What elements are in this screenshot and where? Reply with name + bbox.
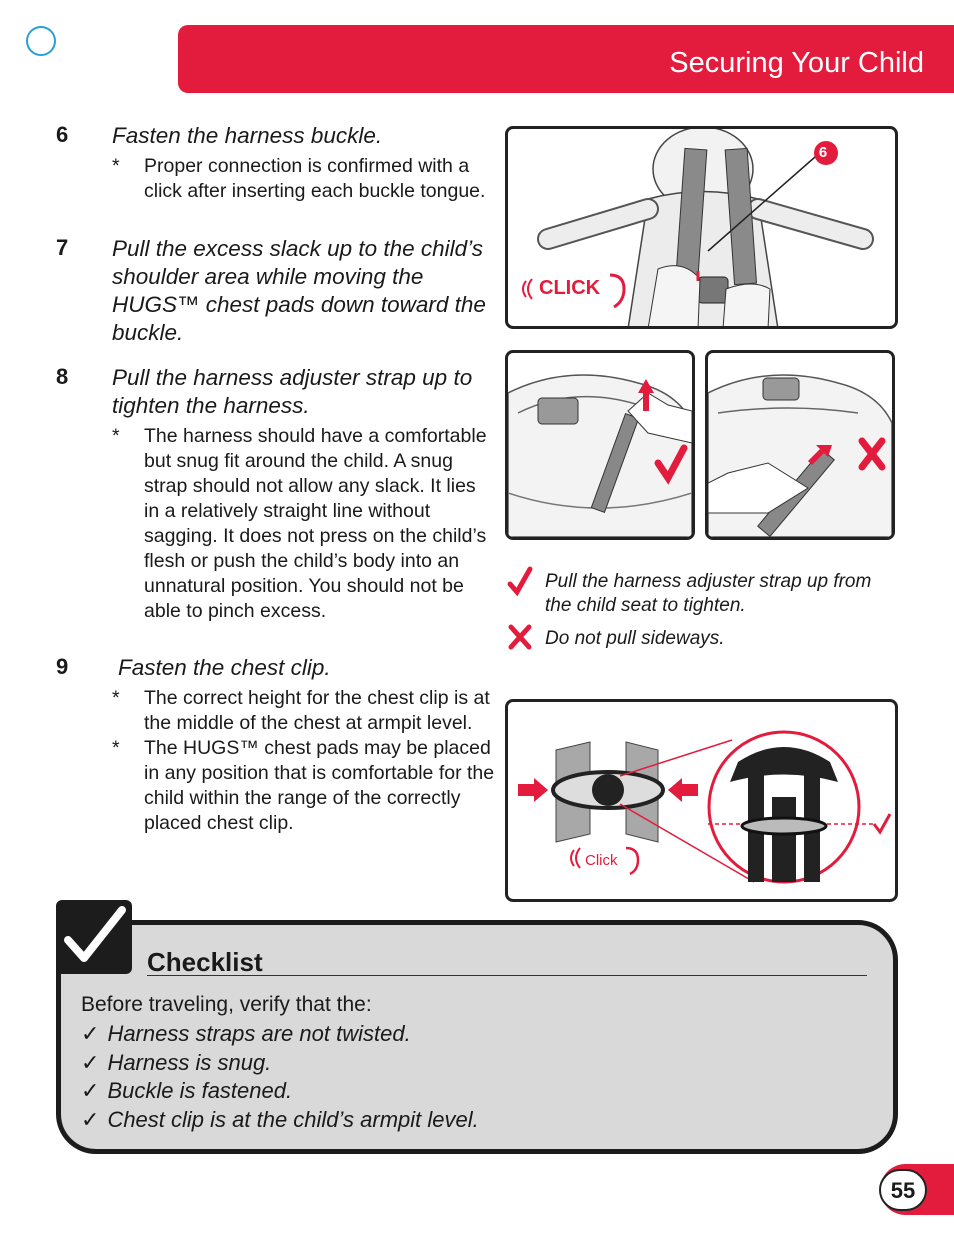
adjuster-incorrect-drawing — [708, 353, 892, 537]
legend-correct-text: Pull the harness adjuster strap up from the child seat to tighten. — [545, 571, 872, 616]
checklist-divider — [147, 975, 867, 976]
bullet-marker: * — [112, 737, 120, 759]
checklist-badge — [56, 900, 132, 974]
step-note-text: Proper connection is confirmed with a click after inserting each buckle tongue. — [144, 155, 486, 202]
chest-clip-drawing — [508, 702, 895, 899]
tick-icon: ✓ — [81, 1078, 100, 1103]
legend-incorrect-text: Do not pull sideways. — [545, 628, 725, 649]
step-note-text: The harness should have a comfortable but snug fit around the child. A snug strap should not allow any slack. It lies in a relatively straight line without sagging. It does not press on the child’s flesh or push the child’s body into an unnatural position. You should not be able to pinch excess. — [144, 425, 487, 622]
step-7 — [56, 235, 496, 347]
bullet-marker: * — [112, 687, 120, 709]
section-title: Securing Your Child — [669, 47, 924, 79]
checklist-item: ✓ Chest clip is at the child’s armpit level. — [81, 1106, 479, 1132]
checklist-item: ✓ Buckle is fastened. — [81, 1078, 293, 1103]
step-8 — [56, 364, 496, 624]
checkmark-icon — [507, 566, 533, 603]
tick-icon: ✓ — [81, 1106, 100, 1132]
step-note — [112, 736, 496, 836]
step-note — [112, 686, 496, 736]
step-note-text: The HUGS™ chest pads may be placed in any position that is comfortable for the child within the range of the correctly placed chest clip. — [144, 737, 495, 834]
checklist-item: ✓ Harness straps are not twisted. — [81, 1021, 411, 1046]
bullet-marker: * — [112, 155, 120, 177]
section-header — [178, 25, 954, 93]
callout-number: 6 — [818, 144, 828, 161]
checklist-item: ✓ Harness is snug. — [81, 1049, 272, 1075]
step-note — [112, 424, 496, 624]
click-label: Click — [585, 852, 618, 869]
legend-incorrect — [507, 627, 887, 651]
cross-icon — [507, 623, 533, 660]
bullet-marker: * — [112, 425, 120, 447]
checkmark-icon — [56, 900, 132, 974]
step-number: 7 — [56, 235, 69, 260]
checklist-items — [81, 1020, 479, 1134]
adjuster-correct-drawing — [508, 353, 692, 537]
checklist-box — [56, 920, 898, 1154]
tick-icon: ✓ — [81, 1021, 100, 1046]
step-title: Fasten the harness buckle. — [112, 123, 383, 148]
step-title: Pull the harness adjuster strap up to tighten the harness. — [112, 365, 473, 418]
step-note — [112, 154, 496, 204]
step-number: 8 — [56, 364, 69, 389]
buckle-illustration — [505, 126, 898, 329]
step-title: Fasten the chest clip. — [118, 655, 331, 680]
legend-correct — [507, 570, 887, 618]
chest-clip-illustration — [505, 699, 898, 902]
adjuster-pull-incorrect-illustration — [705, 350, 895, 540]
step-number: 9 — [56, 654, 69, 679]
step-title: Pull the excess slack up to the child’s shoulder area while moving the HUGS™ chest pads down toward the buckle. — [112, 236, 486, 345]
checklist-title: Checklist — [147, 947, 263, 977]
checklist-intro: Before traveling, verify that the: — [81, 993, 372, 1016]
click-label: CLICK — [539, 277, 601, 299]
adjuster-pull-correct-illustration — [505, 350, 695, 540]
page-number-badge — [879, 1169, 927, 1211]
step-number: 6 — [56, 122, 69, 147]
tick-icon: ✓ — [81, 1049, 100, 1075]
registration-circle — [26, 26, 56, 56]
step-9 — [56, 654, 496, 836]
page-number: 55 — [890, 1178, 916, 1203]
step-note-text: The correct height for the chest clip is at the middle of the chest at armpit level. — [144, 687, 490, 734]
step-6 — [56, 122, 496, 204]
